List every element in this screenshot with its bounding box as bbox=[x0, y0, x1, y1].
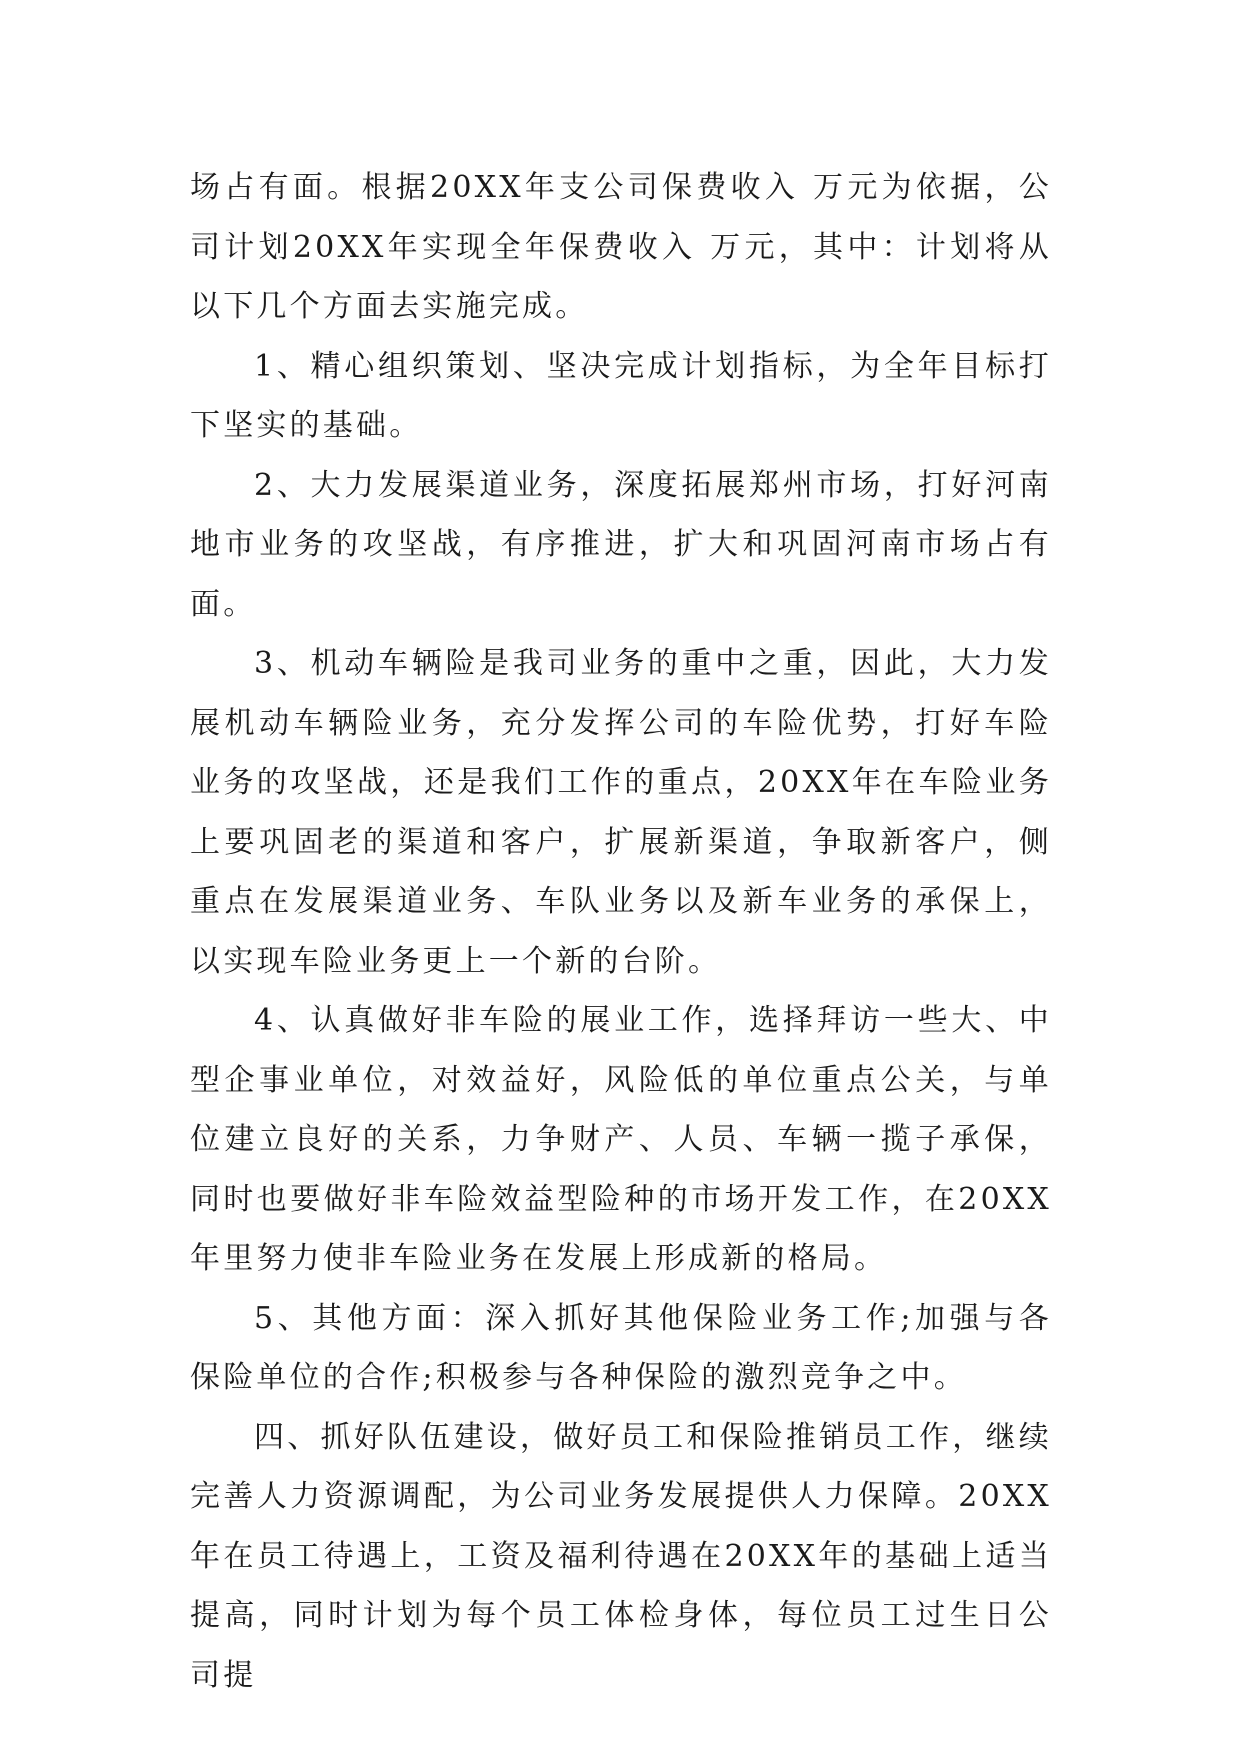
paragraph-item-5: 5、其他方面：深入抓好其他保险业务工作;加强与各保险单位的合作;积极参与各种保险的激烈竞争之中。 bbox=[190, 1300, 1052, 1395]
paragraph-item-3: 3、机动车辆险是我司业务的重中之重，因此，大力发展机动车辆险业务，充分发挥公司的车险优势，打好车险业务的攻坚战，还是我们工作的重点，20XX年在车险业务上要巩固老的渠道和客户，扩展新渠道，争取新客户，侧重点在发展渠道业务、车队业务以及新车业务的承保上，以实现车险业务更上一个新的台阶。 bbox=[190, 646, 1052, 979]
paragraph-item-2: 2、大力发展渠道业务，深度拓展郑州市场，打好河南地市业务的攻坚战，有序推进，扩大和巩固河南市场占有面。 bbox=[190, 467, 1052, 622]
paragraph-item-1: 1、精心组织策划、坚决完成计划指标，为全年目标打下坚实的基础。 bbox=[190, 348, 1052, 443]
paragraph-intro: 场占有面。根据20XX年支公司保费收入 万元为依据，公司计划20XX年实现全年保费收入 万元，其中：计划将从以下几个方面去实施完成。 bbox=[190, 170, 1052, 324]
paragraph-section-4: 四、抓好队伍建设，做好员工和保险推销员工作，继续完善人力资源调配，为公司业务发展提供人力保障。20XX年在员工待遇上，工资及福利待遇在20XX年的基础上适当提高，同时计划为每个员工体检身体，每位员工过生日公司提 bbox=[190, 1419, 1052, 1693]
document-body bbox=[190, 158, 1052, 1705]
paragraph-item-4: 4、认真做好非车险的展业工作，选择拜访一些大、中型企事业单位，对效益好，风险低的单位重点公关，与单位建立良好的关系，力争财产、人员、车辆一揽子承保，同时也要做好非车险效益型险种的市场开发工作，在20XX年里努力使非车险业务在发展上形成新的格局。 bbox=[190, 1003, 1052, 1276]
